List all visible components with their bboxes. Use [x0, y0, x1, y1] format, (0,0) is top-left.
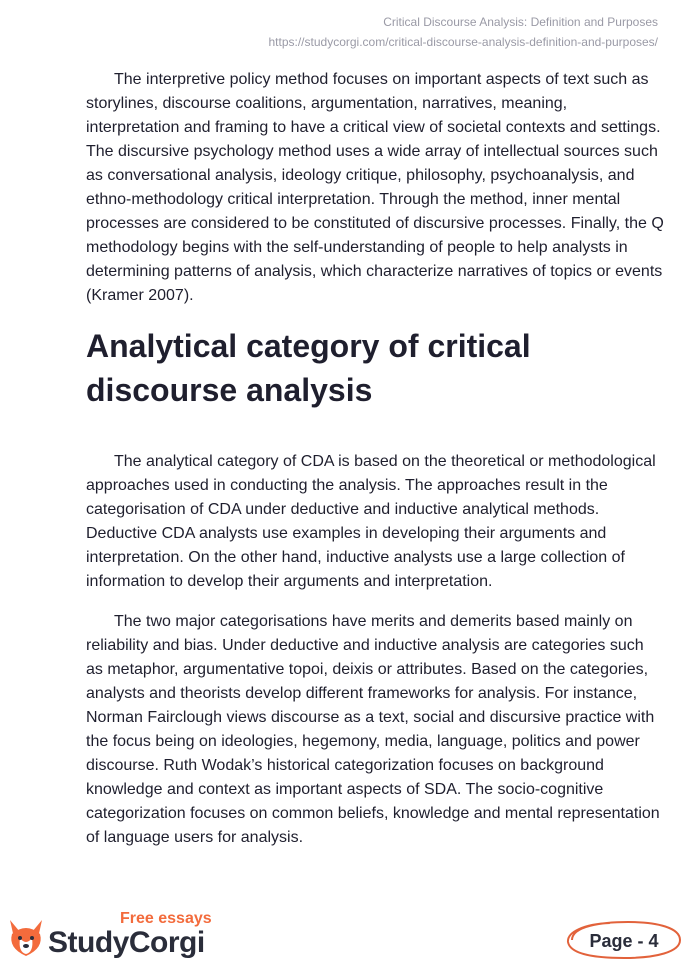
main-content — [86, 68, 664, 866]
brand-name: StudyCorgi — [48, 926, 205, 959]
page-number-badge — [562, 918, 686, 962]
paragraph-3: The two major categorisations have merits and demerits based mainly on reliability and bias. Under deductive and inductive analysis are categories such as metaphor, argumentative topoi, deixis or attributes. Based on the categories, analysts and theorists develop different frameworks for analysis. For instance, Norman Fairclough views discourse as a text, social and discursive practice with the focus being on ideologies, hegemony, media, language, politics and power discourse. Ruth Wodak’s historical categorization focuses on background knowledge and context as important aspects of SDA. The socio-cognitive categorization focuses on common beliefs, knowledge and mental representation of language users for analysis. — [86, 613, 660, 846]
corgi-icon — [6, 916, 46, 960]
document-title: Critical Discourse Analysis: Definition and Purposes — [383, 15, 658, 29]
free-essays-tagline: Free essays — [120, 910, 212, 927]
document-url[interactable]: https://studycorgi.com/critical-discourse-analysis-definition-and-purposes/ — [268, 35, 658, 49]
paragraph-1: The interpretive policy method focuses on important aspects of text such as storylines, discourse coalitions, argumentation, narratives, meaning, interpretation and framing to have a critical view of societal contexts and settings. The discursive psychology method uses a wide array of intellectual sources such as conversational analysis, ideology critique, philosophy, psychoanalysis, and ethno-methodology critical interpretation. Through the method, inner mental processes are considered to be constituted of discursive processes. Finally, the Q methodology begins with the self-understanding of people to help analysts in determining patterns of analysis, which characterize narratives of topics or events (Kramer 2007). — [86, 71, 664, 304]
paragraph-2: The analytical category of CDA is based on the theoretical or methodological approaches used in conducting the analysis. The approaches result in the categorisation of CDA under deductive and inductive analytical methods. Deductive CDA analysts use examples in developing their arguments and interpretation. On the other hand, inductive analysts use a large collection of information to develop their arguments and interpretation. — [86, 453, 656, 590]
page-number: Page - 4 — [589, 931, 659, 951]
page-header — [269, 12, 659, 52]
studycorgi-logo[interactable] — [6, 906, 236, 962]
section-heading: Analytical category of critical discourse analysis — [86, 328, 531, 408]
